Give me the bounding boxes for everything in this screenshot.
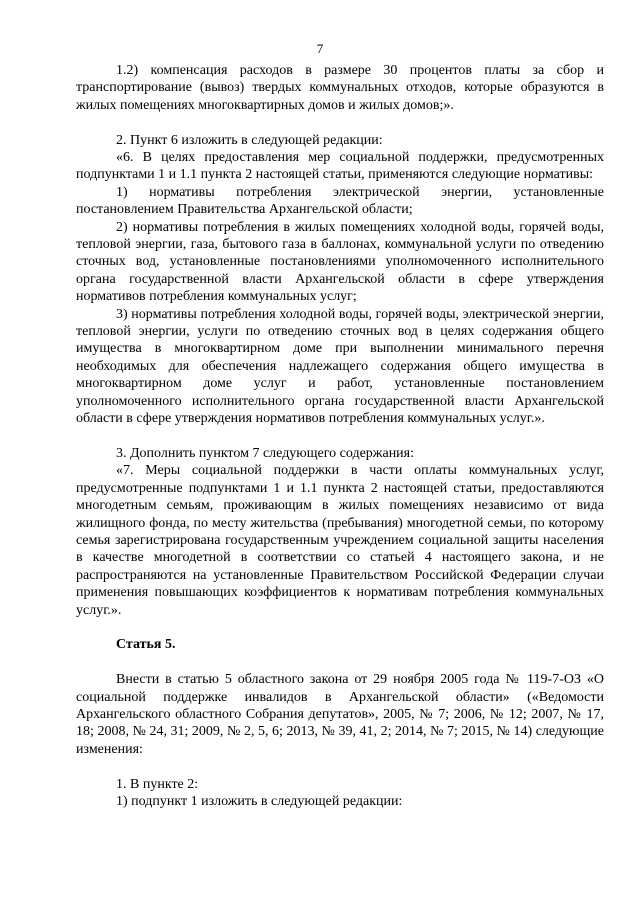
article-heading: Статья 5. [116,637,176,653]
paragraph: 3. Дополнить пунктом 7 следующего содержания: [116,445,415,461]
paragraph: 2) нормативы потребления в жилых помещениях холодной воды, горячей воды, тепловой энергии, газа, бытового газа в баллонах, коммунальной услуги по отведению сточных вод, установленные постановлениями уполномоченного исполнительного органа государственной власти Архангельской области в сфере утверждения нормативов потребления коммунальных услуг; [76,219,604,305]
paragraph: 1) подпункт 1 изложить в следующей редакции: [116,793,403,809]
paragraph-spacer [76,619,604,636]
paragraph: «6. В целях предоставления мер социальной поддержки, предусмотренных подпунктами 1 и 1.1 пункта 2 настоящей статьи, применяются следующие нормативы: [76,150,604,183]
paragraph: 2. Пункт 6 изложить в следующей редакции: [116,132,383,148]
document-body [76,62,604,810]
paragraph: 1) нормативы потребления электрической энергии, установленные постановлением Правительства Архангельской области; [76,184,604,218]
page-number: 7 [316,41,324,56]
paragraph: 3) нормативы потребления холодной воды, горячей воды, электрической энергии, тепловой энергии, услуги по отведению сточных вод в целях содержания общего имущества в многоквартирном доме при выполнении минимального перечня необходимых для обеспечения надлежащего содержания общего имущества в многоквартирном доме услуг и работ, установленные постановлением уполномоченного исполнительного органа государственной власти Архангельской области в сфере утверждения нормативов потребления коммунальных услуг.». [76,306,604,427]
paragraph: Внести в статью 5 областного закона от 29 ноября 2005 года № 119-7-ОЗ «О социальной поддержке инвалидов в Архангельской области» («Ведомости Архангельского областного Собрания депутатов», 2005, № 7; 2006, № 12; 2007, № 17, 18; 2008, № 24, 31; 2009, № 2, 5, 6; 2013, № 39, 41, 2; 2014, № 7; 2015, № 14) следующие изменения: [76,672,604,757]
paragraph-spacer [76,428,604,445]
paragraph-spacer [76,114,604,131]
paragraph: 1.2) компенсация расходов в размере 30 процентов платы за сбор и транспортирование (вывоз) твердых коммунальных отходов, которые образуются в жилых помещениях многоквартирных домов и жилых домов;». [76,63,604,113]
paragraph-spacer [76,758,604,775]
paragraph-spacer [76,654,604,671]
paragraph: 1. В пункте 2: [116,776,199,792]
paragraph: «7. Меры социальной поддержки в части оплаты коммунальных услуг, предусмотренные подпунктами 1 и 1.1 пункта 2 настоящей статьи, предоставляются многодетным семьям, проживающим в жилых помещениях независимо от вида жилищного фонда, по месту жительства (пребывания) многодетной семьи, по которому семья зарегистрирована государственным учреждением социальной защиты населения в качестве многодетной в соответствии со статьей 4 настоящего закона, и не распространяются на установленные Правительством Российской Федерации случаи применения повышающих коэффициентов к нормативам потребления коммунальных услуг.». [76,463,604,618]
